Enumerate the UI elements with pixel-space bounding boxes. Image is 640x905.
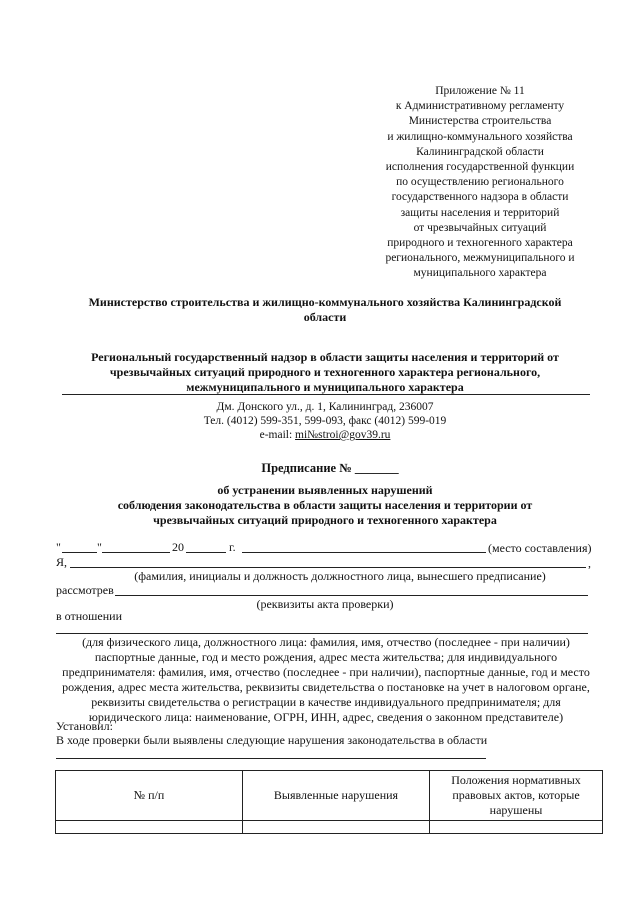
table-header-norms — [430, 771, 603, 821]
month-field[interactable] — [102, 552, 170, 553]
date-quote-close: " — [97, 540, 102, 554]
appendix-line: природного и техногенного характера — [387, 237, 573, 250]
appendix-block — [355, 84, 605, 282]
year-suffix: г. — [229, 540, 236, 554]
appendix-line: регионального, межмуниципального и — [385, 252, 575, 265]
official-field[interactable] — [70, 567, 586, 568]
date-quote-open: " — [56, 540, 61, 554]
person-hint-line: предпринимателя: фамилия, имя, отчество (последнее - при наличии), паспортные данные, год и место — [62, 665, 590, 679]
prescription-subtitle-line1: об устранении выявленных нарушений — [217, 483, 433, 497]
appendix-line: исполнения государственной функции — [385, 161, 575, 174]
appendix-line: Калининградской области — [416, 145, 544, 158]
heading-underline — [62, 394, 590, 395]
prescription-subtitle-line2: соблюдения законодательства в области защиты населения и территории от — [117, 498, 533, 512]
appendix-line: к Административному регламенту — [395, 100, 565, 113]
person-field[interactable] — [56, 633, 588, 634]
appendix-line: муниципального характера — [413, 267, 547, 280]
person-hint-line: паспортные данные, год и место рождения, адрес места жительства; для индивидуального — [94, 650, 558, 664]
official-hint: (фамилия, инициалы и должность должностного лица, вынесшего предписание) — [134, 569, 546, 583]
considered-label: рассмотрев — [56, 583, 114, 597]
person-hint-line: рождения, адрес места жительства, реквизиты свидетельства о постановке на учет в налоговом органе, — [62, 680, 590, 694]
place-hint: (место составления) — [488, 541, 592, 555]
violations-table — [55, 770, 603, 834]
ministry-heading-line1: Министерство строительства и жилищно-коммунального хозяйства Калининградской — [88, 295, 562, 309]
table-header-norms-line: нарушены — [489, 803, 543, 817]
table-cell[interactable] — [243, 821, 430, 834]
appendix-line: от чрезвычайных ситуаций — [413, 221, 547, 234]
appendix-line: Приложение № 11 — [435, 85, 525, 97]
act-hint: (реквизиты акта проверки) — [256, 597, 394, 611]
appendix-line: государственного надзора в области — [391, 191, 569, 204]
appendix-line: Министерства строительства — [408, 115, 552, 128]
table-header-violations: Выявленные нарушения — [243, 771, 430, 821]
table-header-norms-line: правовых актов, которые — [452, 788, 580, 802]
contact-email-label: e-mail: — [259, 429, 296, 441]
table-header-row — [56, 771, 603, 821]
person-hint-line: (для физического лица, должностного лица: фамилия, имя, отчество (последнее - при наличии) — [82, 635, 570, 649]
ministry-heading-line2: области — [303, 310, 347, 324]
day-field[interactable] — [62, 552, 97, 553]
table-header-number: № п/п — [56, 771, 243, 821]
regarding-label: в отношении — [56, 609, 123, 623]
year-prefix: 20 — [172, 540, 184, 554]
established-label: Установил: — [56, 719, 113, 733]
prescription-title: Предписание № _______ — [261, 461, 399, 475]
ya-comma: , — [588, 556, 591, 570]
prescription-subtitle-line3: чрезвычайных ситуаций природного и техногенного характера — [153, 513, 497, 527]
supervision-heading-line3: межмуниципального и муниципального характера — [186, 380, 464, 394]
table-cell[interactable] — [430, 821, 603, 834]
year-field[interactable] — [186, 552, 226, 553]
appendix-line: защиты населения и территорий — [400, 206, 560, 219]
table-cell[interactable] — [56, 821, 243, 834]
violations-intro: В ходе проверки были выявлены следующие нарушения законодательства в области — [56, 733, 488, 747]
ya-label: Я, — [56, 555, 68, 569]
contact-email-line — [200, 429, 450, 441]
contact-address: Дм. Донского ул., д. 1, Калининград, 236007 — [216, 401, 434, 413]
place-field[interactable] — [242, 552, 486, 553]
table-header-norms-line: Положения нормативных — [451, 773, 581, 787]
violations-area-field[interactable] — [56, 758, 486, 759]
appendix-line: по осуществлению регионального — [396, 176, 564, 189]
act-field[interactable] — [115, 595, 588, 596]
supervision-heading-line2: чрезвычайных ситуаций природного и техногенного характера регионального, — [109, 365, 541, 379]
appendix-line: и жилищно-коммунального хозяйства — [387, 130, 573, 143]
table-row — [56, 821, 603, 834]
supervision-heading-line1: Региональный государственный надзор в области защиты населения и территорий от — [91, 350, 559, 364]
person-hint-line: реквизиты свидетельства о регистрации в качестве индивидуального предпринимателя; для — [91, 695, 561, 709]
person-hint-line: юридического лица: наименование, ОГРН, ИНН, адрес, сведения о законном представителе) — [88, 710, 564, 724]
contact-phone: Тел. (4012) 599-351, 599-093, факс (4012) 599-019 — [203, 415, 447, 427]
contact-email-link[interactable]: mi№stroi@gov39.ru — [295, 429, 391, 441]
